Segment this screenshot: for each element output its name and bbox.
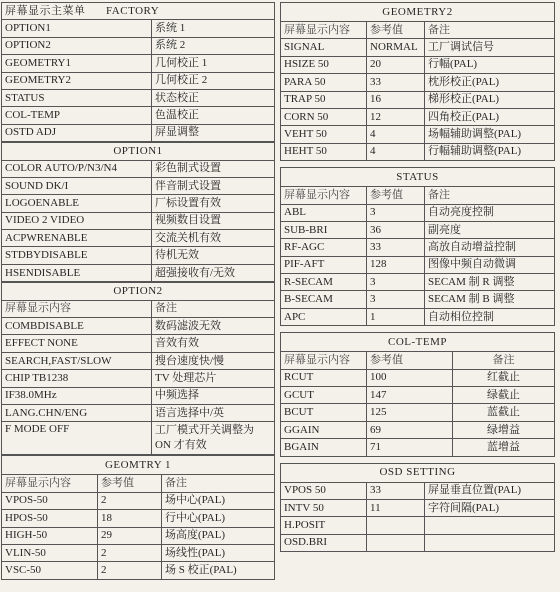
table-header: 屏幕显示内容 参考值 备注	[281, 352, 555, 369]
table-row: BGAIN 71 蓝增益	[281, 439, 555, 456]
table-row: RF-AGC 33 高放自动增益控制	[281, 239, 555, 256]
geometry2-title: GEOMETRY2	[281, 3, 555, 22]
table-row: OPTION1 系统 1	[2, 20, 275, 37]
table-row: BCUT 125 蓝截止	[281, 404, 555, 421]
factory-table	[1, 2, 275, 142]
table-row: COMBDISABLE 数码滤波无效	[2, 318, 275, 335]
table-row: OPTION2 系统 2	[2, 37, 275, 54]
table-row: VEHT 50 4 场幅辅助调整(PAL)	[281, 126, 555, 143]
status-table	[280, 167, 555, 326]
table-row: TRAP 50 16 梯形校正(PAL)	[281, 91, 555, 108]
geometry2-table	[280, 2, 555, 161]
table-row: HPOS-50 18 行中心(PAL)	[2, 510, 275, 527]
table-row: SOUND DK/I 伴音制式设置	[2, 177, 275, 194]
factory-title-cn: 屏幕显示主菜单	[5, 4, 86, 17]
table-row: PIF-AFT 128 图像中频自动微调	[281, 256, 555, 273]
table-row: LOGOENABLE 厂标设置有效	[2, 195, 275, 212]
option2-title: OPTION2	[2, 283, 275, 300]
table-row: APC 1 自动相位控制	[281, 308, 555, 325]
table-row: GEOMETRY1 几何校正 1	[2, 55, 275, 72]
table-row: HEHT 50 4 行幅辅助调整(PAL)	[281, 143, 555, 160]
table-row: STDBYDISABLE 待机无效	[2, 247, 275, 264]
status-title: STATUS	[281, 168, 555, 187]
osd-setting-title: OSD SETTING	[281, 463, 555, 482]
table-row: STATUS 状态校正	[2, 89, 275, 106]
table-header: 屏幕显示内容 备注	[2, 300, 275, 317]
table-row: LANG.CHN/ENG 语言选择中/英	[2, 404, 275, 421]
table-row: H.POSIT	[281, 517, 555, 534]
option2-table	[1, 282, 275, 455]
table-row: VLIN-50 2 场线性(PAL)	[2, 544, 275, 561]
table-row: HSENDISABLE 超强接收有/无效	[2, 264, 275, 281]
option1-table	[1, 142, 275, 282]
table-row: R-SECAM 3 SECAM 制 R 调整	[281, 274, 555, 291]
table-row: IF38.0MHz 中频选择	[2, 387, 275, 404]
option1-title: OPTION1	[2, 143, 275, 160]
table-row: VSC-50 2 场 S 校正(PAL)	[2, 562, 275, 579]
geometry1-table	[1, 455, 275, 579]
col-temp-title: COL-TEMP	[281, 333, 555, 352]
table-row: COL-TEMP 色温校正	[2, 107, 275, 124]
table-row: HSIZE 50 20 行幅(PAL)	[281, 56, 555, 73]
table-row: GCUT 147 绿截止	[281, 387, 555, 404]
table-row: VIDEO 2 VIDEO 视频数目设置	[2, 212, 275, 229]
table-row: INTV 50 11 字符间隔(PAL)	[281, 499, 555, 516]
table-row: HIGH-50 29 场高度(PAL)	[2, 527, 275, 544]
table-row: OSD.BRI	[281, 534, 555, 551]
table-row: B-SECAM 3 SECAM 制 B 调整	[281, 291, 555, 308]
table-header: 屏幕显示内容 参考值 备注	[2, 475, 275, 492]
osd-setting-table	[280, 463, 555, 553]
factory-title-en: FACTORY	[106, 4, 160, 17]
table-row: SEARCH,FAST/SLOW 搜台速度快/慢	[2, 352, 275, 369]
table-row: CHIP TB1238 TV 处理芯片	[2, 370, 275, 387]
table-row: EFFECT NONE 音效有效	[2, 335, 275, 352]
table-row: ABL 3 自动亮度控制	[281, 204, 555, 221]
table-row: VPOS 50 33 屏显垂直位置(PAL)	[281, 482, 555, 499]
table-row: OSTD ADJ 屏显调整	[2, 124, 275, 141]
table-row: F MODE OFF 工厂模式开关调整为 ON 才有效	[2, 422, 275, 455]
table-row: PARA 50 33 枕形校正(PAL)	[281, 74, 555, 91]
geometry1-title: GEOMTRY 1	[2, 456, 275, 475]
col-temp-table	[280, 332, 555, 456]
table-row: SUB-BRI 36 副亮度	[281, 221, 555, 238]
table-header: 屏幕显示内容 参考值 备注	[281, 22, 555, 39]
table-row: COLOR AUTO/P/N3/N4 彩色制式设置	[2, 160, 275, 177]
table-row: VPOS-50 2 场中心(PAL)	[2, 492, 275, 509]
factory-title	[2, 3, 275, 20]
table-row: SIGNAL NORMAL 工厂调试信号	[281, 39, 555, 56]
table-row: GEOMETRY2 几何校正 2	[2, 72, 275, 89]
left-column	[1, 2, 275, 580]
table-row: GGAIN 69 绿增益	[281, 421, 555, 438]
right-column	[280, 2, 555, 552]
table-header: 屏幕显示内容 参考值 备注	[281, 187, 555, 204]
table-row: CORN 50 12 四角校正(PAL)	[281, 108, 555, 125]
table-row: ACPWRENABLE 交流关机有效	[2, 230, 275, 247]
table-row: RCUT 100 红截止	[281, 369, 555, 386]
